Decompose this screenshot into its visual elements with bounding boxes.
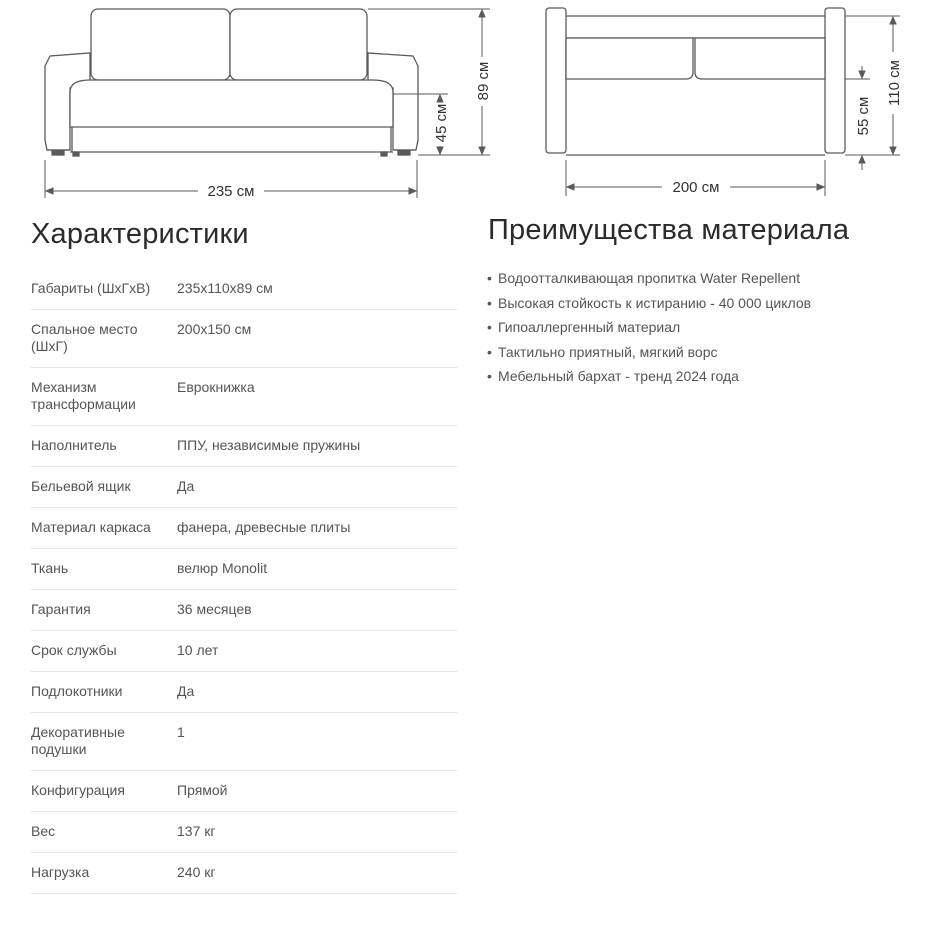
- advantage-item: [487, 315, 907, 340]
- spec-value: фанера, древесные плиты: [177, 519, 351, 535]
- spec-row: [31, 368, 457, 426]
- spec-value: Да: [177, 683, 195, 699]
- top-depth-label: 110 см: [886, 60, 903, 106]
- spec-value: 240 кг: [177, 864, 216, 880]
- advantage-text: Мебельный бархат - тренд 2024 года: [498, 368, 739, 385]
- advantage-item: [487, 291, 907, 316]
- spec-value: 137 кг: [177, 823, 216, 839]
- advantages-list: [487, 266, 907, 389]
- spec-value: 36 месяцев: [177, 601, 252, 617]
- spec-row: [31, 549, 457, 590]
- spec-row: [31, 508, 457, 549]
- spec-key: Нагрузка: [31, 864, 90, 880]
- spec-key: Материал каркаса: [31, 519, 151, 535]
- bullet-icon: •: [487, 294, 492, 311]
- top-width-label: 200 см: [672, 179, 720, 196]
- specs-title: Характеристики: [31, 218, 249, 250]
- spec-row: [31, 310, 457, 368]
- spec-row: [31, 713, 457, 771]
- spec-value: велюр Monolit: [177, 560, 268, 576]
- spec-value: 235x110x89 см: [177, 280, 273, 296]
- advantage-item: [487, 340, 907, 365]
- bullet-icon: •: [487, 319, 492, 336]
- advantage-item: [487, 266, 907, 291]
- spec-value: Да: [177, 478, 195, 494]
- sofa-top-view: [546, 8, 845, 155]
- advantage-text: Тактильно приятный, мягкий ворс: [498, 343, 718, 360]
- spec-row: [31, 853, 457, 894]
- advantage-text: Гипоаллергенный материал: [498, 319, 681, 336]
- spec-value: ППУ, независимые пружины: [177, 437, 361, 453]
- spec-key: Габариты (ШхГхВ): [31, 280, 151, 296]
- seat-height-label: 45 см: [433, 103, 450, 143]
- sofa-dimension-drawing: [0, 0, 930, 210]
- spec-key: Механизм трансформации: [31, 379, 136, 412]
- spec-key: Бельевой ящик: [31, 478, 131, 494]
- spec-key: Срок службы: [31, 642, 117, 658]
- spec-value: 1: [177, 724, 185, 740]
- advantage-text: Высокая стойкость к истиранию - 40 000 циклов: [498, 294, 812, 311]
- spec-key: Наполнитель: [31, 437, 117, 453]
- spec-key: Гарантия: [31, 601, 91, 617]
- spec-row: [31, 590, 457, 631]
- spec-key: Спальное место (ШхГ): [31, 321, 138, 354]
- front-height-label: 89 см: [475, 61, 492, 101]
- spec-key: Ткань: [31, 560, 69, 576]
- advantage-text: Водоотталкивающая пропитка Water Repellent: [498, 270, 801, 286]
- bullet-icon: •: [487, 270, 492, 286]
- bullet-icon: •: [487, 368, 492, 385]
- front-width-label: 235 см: [207, 183, 255, 200]
- spec-key: Конфигурация: [31, 782, 125, 798]
- bullet-icon: •: [487, 343, 492, 360]
- spec-row: [31, 467, 457, 508]
- spec-value: 10 лет: [177, 642, 219, 658]
- spec-key: Вес: [31, 823, 56, 839]
- sofa-front-view: [45, 9, 418, 156]
- spec-row: [31, 672, 457, 713]
- spec-row: [31, 771, 457, 812]
- advantage-item: [487, 364, 907, 389]
- spec-row: [31, 631, 457, 672]
- specs-table: [31, 269, 457, 894]
- spec-row: [31, 426, 457, 467]
- spec-value: 200x150 см: [177, 321, 252, 337]
- spec-value: Еврокнижка: [177, 379, 255, 395]
- spec-key: Декоративные подушки: [31, 724, 125, 757]
- seat-depth-label: 55 см: [855, 96, 872, 136]
- spec-value: Прямой: [177, 782, 228, 798]
- spec-row: [31, 269, 457, 310]
- spec-row: [31, 812, 457, 853]
- advantages-title: Преимущества материала: [488, 214, 850, 246]
- spec-key: Подлокотники: [31, 683, 123, 699]
